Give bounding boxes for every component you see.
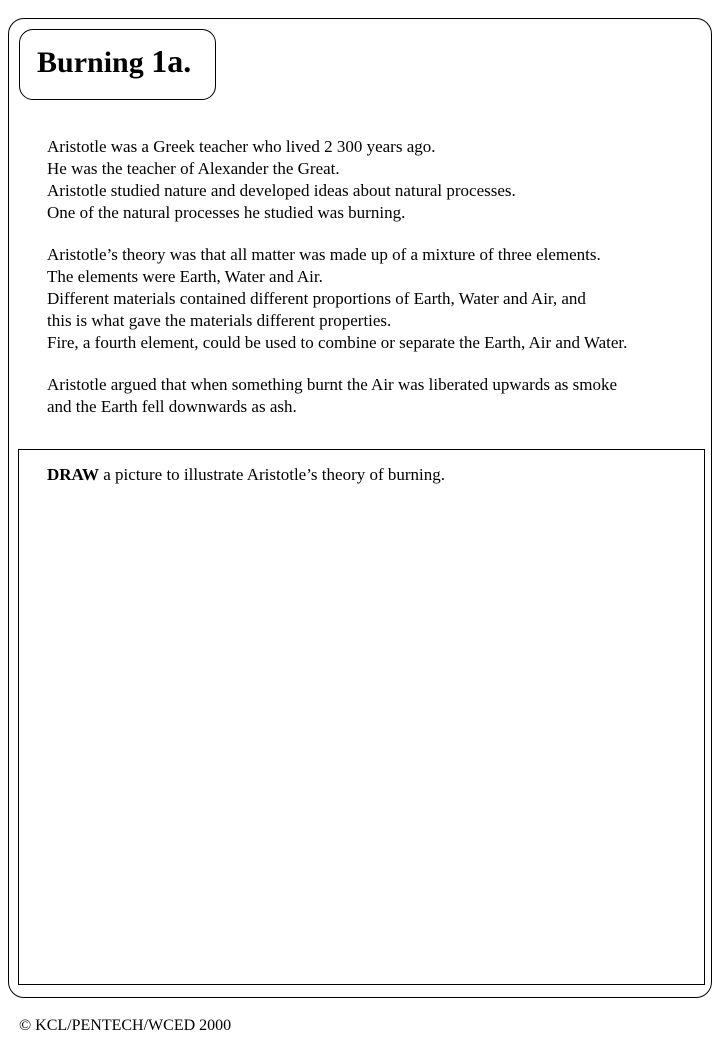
paragraph-gap <box>47 354 707 374</box>
text-line: Aristotle’s theory was that all matter was made up of a mixture of three elements. <box>47 245 601 264</box>
text-line: Aristotle argued that when something burnt the Air was liberated upwards as smoke <box>47 375 618 394</box>
copyright: © KCL/PENTECH/WCED 2000 <box>19 1017 232 1034</box>
drawing-area[interactable] <box>18 449 705 985</box>
title-word: Burning <box>37 46 144 79</box>
draw-instruction-text: a picture to illustrate Aristotle’s theory of burning. <box>98 465 446 484</box>
text-line: Different materials contained different proportions of Earth, Water and Air, and <box>47 289 586 308</box>
text-line: Aristotle was a Greek teacher who lived 2 300 years ago. <box>47 137 436 156</box>
text-line: and the Earth fell downwards as ash. <box>47 397 297 416</box>
draw-verb: DRAW <box>47 465 99 484</box>
paragraph-gap <box>47 224 707 244</box>
page-title <box>37 43 191 81</box>
text-line: this is what gave the materials different properties. <box>47 311 392 330</box>
text-line: The elements were Earth, Water and Air. <box>47 267 323 286</box>
title-box <box>19 29 216 100</box>
title-number: 1a. <box>151 43 192 79</box>
text-line: Aristotle studied nature and developed ideas about natural processes. <box>47 181 516 200</box>
draw-instruction <box>47 464 445 486</box>
text-line: He was the teacher of Alexander the Great. <box>47 159 340 178</box>
text-line: One of the natural processes he studied was burning. <box>47 203 406 222</box>
body-text <box>47 136 707 418</box>
text-line: Fire, a fourth element, could be used to combine or separate the Earth, Air and Water. <box>47 333 628 352</box>
